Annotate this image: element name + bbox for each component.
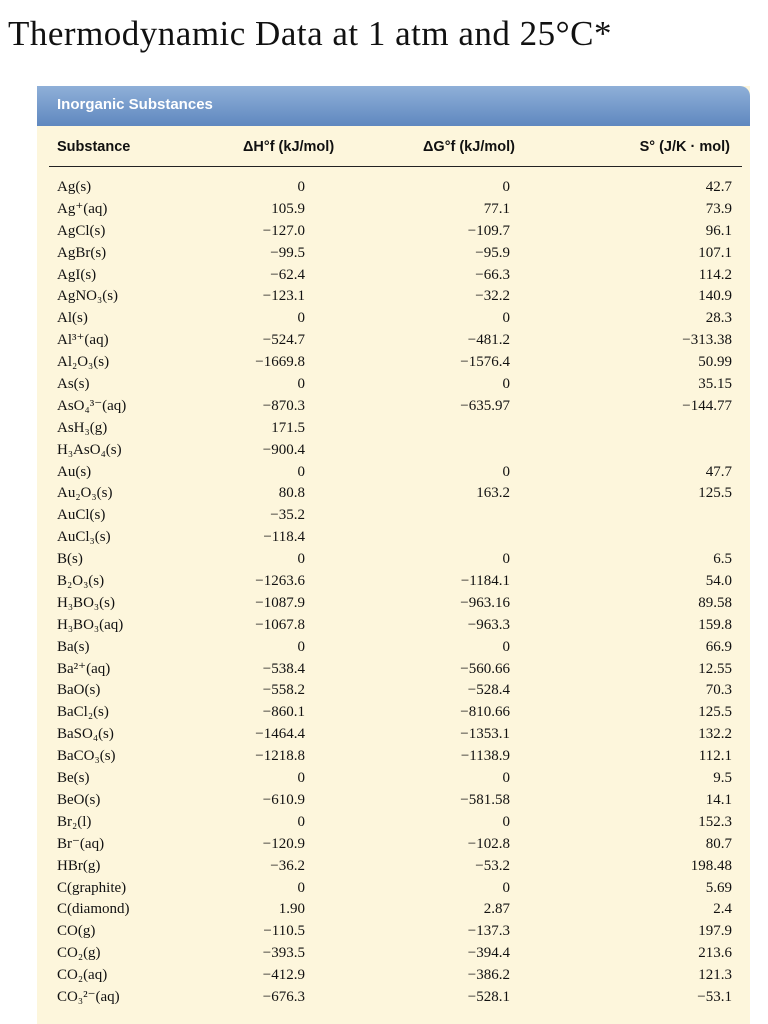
substance-cell: B(s) [57,551,83,568]
entropy-cell: 50.99 [698,354,732,371]
substance-cell: Ag(s) [57,179,92,195]
gibbs-cell: 77.1 [483,200,510,217]
entropy-cell: 140.9 [698,288,732,305]
table-row [37,286,750,308]
entropy-cell: 198.48 [690,857,732,874]
gibbs-cell: −810.66 [460,704,510,721]
substance-cell: BaCl₂(s) [57,704,109,721]
substance-cell: AgCl(s) [57,222,106,239]
table-row [37,921,750,943]
table-row [37,352,750,374]
substance-cell: C(diamond) [57,901,130,918]
gibbs-cell: 2.87 [483,901,510,918]
entropy-cell: 132.2 [698,726,732,743]
table-row [37,637,750,659]
gibbs-cell: 0 [502,813,510,830]
substance-cell: BaCO₃(s) [57,748,116,765]
table-row [37,418,750,440]
enthalpy-cell: −110.5 [263,923,305,940]
table-row [37,856,750,878]
gibbs-cell: −1353.1 [460,726,510,743]
table-row [37,527,750,549]
substance-cell: AuCl(s) [57,507,106,524]
table-row [37,308,750,330]
substance-cell: Ag⁺(aq) [57,200,108,217]
substance-cell: H₃AsO₄(s) [57,441,122,458]
enthalpy-cell: −412.9 [262,967,305,984]
gibbs-cell: −528.4 [467,682,510,699]
enthalpy-cell: 1.90 [278,901,305,918]
table-row [37,221,750,243]
column-header-gibbs: ΔG°f (kJ/mol) [423,139,515,155]
table-row [37,812,750,834]
gibbs-cell: 0 [502,879,510,896]
substance-cell: Ba(s) [57,638,90,655]
enthalpy-cell: 0 [297,551,305,568]
enthalpy-cell: −1087.9 [255,594,305,611]
enthalpy-cell: −676.3 [262,988,305,1005]
table-row [37,746,750,768]
enthalpy-cell: −900.4 [262,441,305,458]
enthalpy-cell: −1464.4 [255,726,305,743]
column-header-enthalpy: ΔH°f (kJ/mol) [243,139,335,155]
enthalpy-cell: −860.1 [262,704,305,721]
entropy-cell: 6.5 [713,551,732,568]
gibbs-cell: 0 [502,551,510,568]
enthalpy-cell: −62.4 [270,266,305,283]
entropy-cell: 96.1 [705,222,732,239]
enthalpy-cell: 0 [297,376,305,393]
substance-cell: HBr(g) [57,857,101,874]
gibbs-cell: −963.16 [460,594,510,611]
substance-cell: AgBr(s) [57,244,107,261]
table-row [37,265,750,287]
entropy-cell: 12.55 [698,660,732,677]
entropy-cell: 47.7 [705,463,732,480]
gibbs-cell: 163.2 [476,485,510,502]
substance-cell: AuCl₃(s) [57,529,111,546]
page-title: Thermodynamic Data at 1 atm and 25°C* [8,14,612,53]
enthalpy-cell: −1669.8 [255,354,305,371]
table-row [37,987,750,1009]
enthalpy-cell: 0 [297,310,305,327]
table-header [49,126,742,167]
table-row [37,659,750,681]
entropy-cell: 159.8 [698,616,732,633]
substance-cell: AsO₄³⁻(aq) [57,397,127,414]
substance-cell: B₂O₃(s) [57,573,105,590]
substance-cell: CO₂(aq) [57,967,108,984]
gibbs-cell: −1576.4 [460,354,510,371]
gibbs-cell: −102.8 [467,835,510,852]
table-row [37,177,750,199]
substance-cell: BaO(s) [57,682,101,699]
entropy-cell: 121.3 [698,967,732,984]
enthalpy-cell: 0 [297,463,305,480]
table-body [37,177,750,1009]
table-row [37,724,750,746]
gibbs-cell: 0 [502,770,510,787]
gibbs-cell: −1184.1 [460,573,510,590]
gibbs-cell: −32.2 [475,288,510,305]
table-row [37,440,750,462]
enthalpy-cell: −36.2 [270,857,305,874]
enthalpy-cell: −1263.6 [255,573,305,590]
substance-cell: AsH₃(g) [57,419,108,436]
table-row [37,878,750,900]
substance-cell: As(s) [57,376,90,393]
table-row [37,462,750,484]
enthalpy-cell: 0 [297,879,305,896]
enthalpy-cell: 0 [297,813,305,830]
table-row [37,483,750,505]
column-header-substance: Substance [57,139,131,155]
enthalpy-cell: −538.4 [262,660,305,677]
entropy-cell: 73.9 [705,200,732,217]
enthalpy-cell: 0 [297,638,305,655]
entropy-cell: 152.3 [698,813,732,830]
entropy-cell: 125.5 [698,485,732,502]
gibbs-cell: −137.3 [467,923,510,940]
entropy-cell: 114.2 [698,266,732,283]
enthalpy-cell: −870.3 [262,397,305,414]
gibbs-cell: −66.3 [475,266,510,283]
substance-cell: Al³⁺(aq) [57,332,109,349]
enthalpy-cell: −1067.8 [255,616,305,633]
entropy-cell: 54.0 [705,573,732,590]
table-row [37,943,750,965]
substance-cell: Au₂O₃(s) [57,485,113,502]
entropy-cell: −53.1 [697,988,732,1005]
entropy-cell: 14.1 [705,791,732,808]
table-row [37,505,750,527]
table-row [37,768,750,790]
entropy-cell: 112.1 [698,748,732,765]
table-row [37,615,750,637]
enthalpy-cell: −118.4 [263,529,305,546]
enthalpy-cell: 80.8 [278,485,305,502]
enthalpy-cell: −524.7 [262,332,305,349]
entropy-cell: 197.9 [698,923,732,940]
gibbs-cell: −109.7 [467,222,510,239]
table-row [37,790,750,812]
table-row [37,680,750,702]
gibbs-cell: 0 [502,638,510,655]
table-row [37,899,750,921]
entropy-cell: 125.5 [698,704,732,721]
enthalpy-cell: −35.2 [270,507,305,524]
data-table-panel [37,86,750,1024]
substance-cell: BaSO₄(s) [57,726,114,743]
table-row [37,199,750,221]
enthalpy-cell: 0 [297,770,305,787]
enthalpy-cell: −123.1 [262,288,305,305]
table-row [37,243,750,265]
entropy-cell: 89.58 [698,594,732,611]
table-row [37,965,750,987]
gibbs-cell: 0 [502,179,510,195]
gibbs-cell: −481.2 [467,332,510,349]
entropy-cell: 9.5 [713,770,732,787]
column-header-entropy: S° (J/K · mol) [639,139,730,155]
substance-cell: Be(s) [57,770,90,787]
table-row [37,330,750,352]
entropy-cell: 42.7 [705,179,732,195]
gibbs-cell: 0 [502,310,510,327]
substance-cell: Al(s) [57,310,88,327]
gibbs-cell: −53.2 [475,857,510,874]
entropy-cell: 70.3 [705,682,732,699]
enthalpy-cell: 171.5 [271,419,305,436]
enthalpy-cell: 0 [297,179,305,195]
table-row [37,834,750,856]
substance-cell: CO₂(g) [57,945,101,962]
entropy-cell: 66.9 [705,638,732,655]
table-row [37,549,750,571]
substance-cell: Al₂O₃(s) [57,354,110,371]
entropy-cell: 80.7 [705,835,732,852]
gibbs-cell: −528.1 [467,988,510,1005]
substance-cell: C(graphite) [57,879,127,896]
gibbs-cell: −1138.9 [460,748,510,765]
gibbs-cell: −386.2 [467,967,510,984]
substance-cell: H₃BO₃(aq) [57,616,124,633]
table-row [37,396,750,418]
substance-cell: AgI(s) [57,266,97,283]
enthalpy-cell: −558.2 [262,682,305,699]
entropy-cell: 213.6 [698,945,732,962]
gibbs-cell: −635.97 [460,397,510,414]
table-row [37,593,750,615]
entropy-cell: −313.38 [682,332,732,349]
enthalpy-cell: −120.9 [262,835,305,852]
substance-cell: AgNO₃(s) [57,288,119,305]
substance-cell: Ba²⁺(aq) [57,660,111,677]
substance-cell: CO(g) [57,923,96,940]
table-row [37,702,750,724]
substance-cell: H₃BO₃(s) [57,594,115,611]
gibbs-cell: −394.4 [467,945,510,962]
substance-cell: CO₃²⁻(aq) [57,988,120,1005]
gibbs-cell: 0 [502,463,510,480]
substance-cell: BeO(s) [57,791,101,808]
table-row [37,374,750,396]
gibbs-cell: −95.9 [475,244,510,261]
section-header: Inorganic Substances [37,86,750,126]
gibbs-cell: −560.66 [460,660,510,677]
substance-cell: Br₂(l) [57,813,92,830]
entropy-cell: 107.1 [698,244,732,261]
entropy-cell: −144.77 [682,397,732,414]
entropy-cell: 28.3 [705,310,732,327]
substance-cell: Br⁻(aq) [57,835,105,852]
gibbs-cell: −581.58 [460,791,510,808]
substance-cell: Au(s) [57,463,92,480]
gibbs-cell: −963.3 [467,616,510,633]
table-row [37,571,750,593]
enthalpy-cell: 105.9 [271,200,305,217]
enthalpy-cell: −393.5 [262,945,305,962]
enthalpy-cell: −99.5 [270,244,305,261]
enthalpy-cell: −610.9 [262,791,305,808]
entropy-cell: 35.15 [698,376,732,393]
entropy-cell: 5.69 [705,879,732,896]
enthalpy-cell: −1218.8 [255,748,305,765]
enthalpy-cell: −127.0 [262,222,305,239]
gibbs-cell: 0 [502,376,510,393]
entropy-cell: 2.4 [713,901,732,918]
